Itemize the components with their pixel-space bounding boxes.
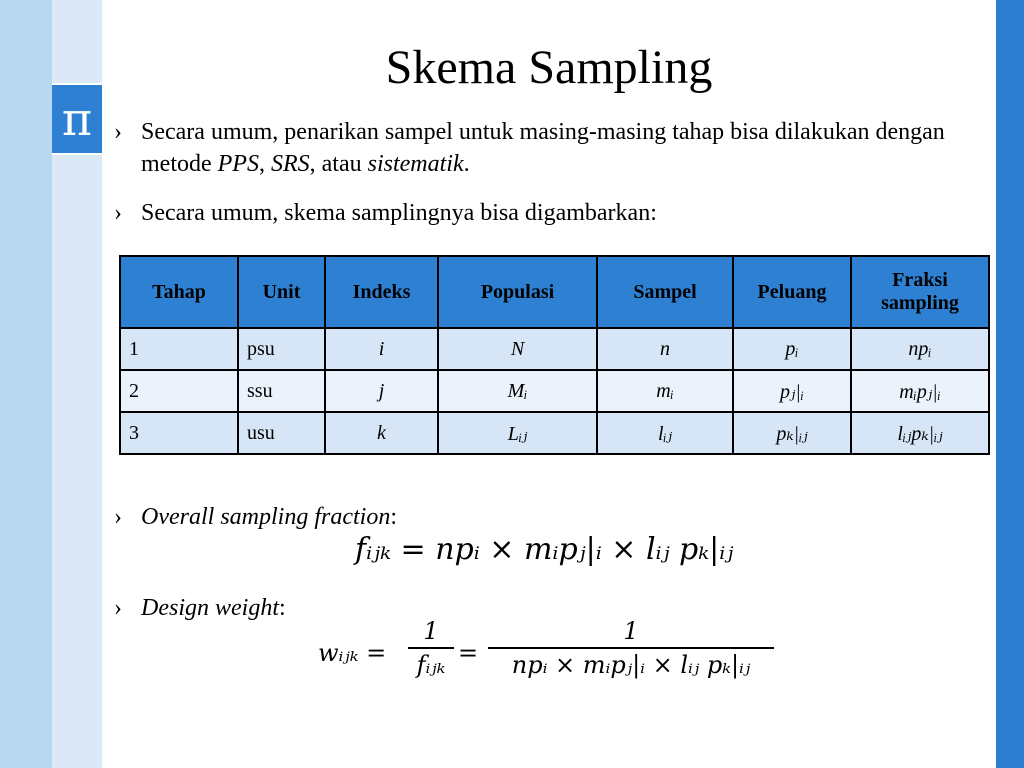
weight-lhs: wᵢⱼₖ = (318, 639, 387, 667)
header-fraksi: Fraksi sampling (851, 256, 989, 328)
right-decor-band (996, 0, 1024, 768)
header-tahap: Tahap (120, 256, 238, 328)
fraction-formula: fᵢⱼₖ = npᵢ × mᵢpⱼ|ᵢ × lᵢⱼ pₖ|ᵢⱼ (355, 532, 734, 567)
cell-unit: usu (238, 412, 325, 454)
cell-indeks: i (325, 328, 438, 370)
bullet-marker: › (114, 200, 122, 226)
header-populasi: Populasi (438, 256, 597, 328)
bullet-marker: › (114, 119, 122, 145)
cell-tahap: 2 (120, 370, 238, 412)
cell-populasi: Mᵢ (438, 370, 597, 412)
cell-populasi: Lᵢⱼ (438, 412, 597, 454)
table-row (120, 412, 989, 454)
bullet-marker: › (114, 595, 122, 621)
cell-sampel: n (597, 328, 733, 370)
header-sampel: Sampel (597, 256, 733, 328)
header-unit: Unit (238, 256, 325, 328)
cell-indeks: j (325, 370, 438, 412)
sampling-table (119, 255, 990, 455)
cell-unit: ssu (238, 370, 325, 412)
weight-fraction-1: 1 fᵢⱼₖ (408, 617, 454, 679)
cell-peluang: pₖ|ᵢⱼ (733, 412, 851, 454)
pi-logo-icon: π (52, 83, 102, 155)
cell-fraksi: npᵢ (851, 328, 989, 370)
cell-peluang: pⱼ|ᵢ (733, 370, 851, 412)
cell-tahap: 3 (120, 412, 238, 454)
left-decor-band (0, 0, 52, 768)
table-row (120, 370, 989, 412)
header-peluang: Peluang (733, 256, 851, 328)
table-row (120, 328, 989, 370)
header-indeks: Indeks (325, 256, 438, 328)
cell-populasi: N (438, 328, 597, 370)
cell-unit: psu (238, 328, 325, 370)
cell-tahap: 1 (120, 328, 238, 370)
cell-sampel: lᵢⱼ (597, 412, 733, 454)
bullet-marker: › (114, 504, 122, 530)
weight-fraction-2: 1 npᵢ × mᵢpⱼ|ᵢ × lᵢⱼ pₖ|ᵢⱼ (488, 617, 774, 679)
cell-fraksi: mᵢpⱼ|ᵢ (851, 370, 989, 412)
table-header-row (120, 256, 989, 328)
cell-indeks: k (325, 412, 438, 454)
weight-equals: = (458, 639, 479, 667)
cell-sampel: mᵢ (597, 370, 733, 412)
cell-fraksi: lᵢⱼpₖ|ᵢⱼ (851, 412, 989, 454)
slide-title: Skema Sampling (385, 41, 713, 94)
cell-peluang: pᵢ (733, 328, 851, 370)
